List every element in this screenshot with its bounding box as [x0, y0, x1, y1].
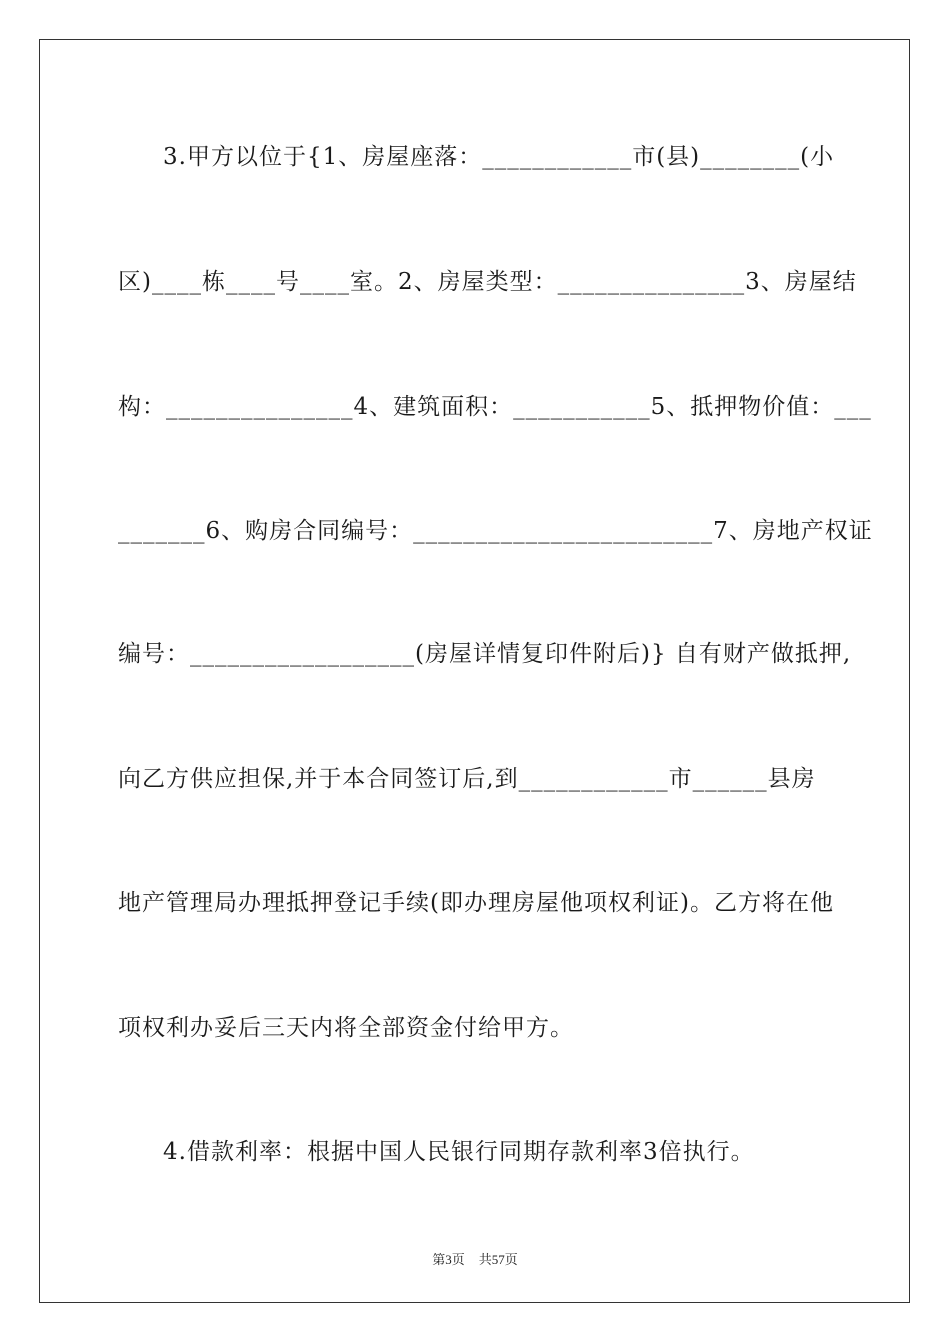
paragraph-3-line-5: 编号：__________________(房屋详情复印件附后)} 自有财产做抵押,: [118, 641, 852, 667]
paragraph-4-line-1: 4.借款利率：根据中国人民银行同期存款利率3倍执行。: [163, 1139, 755, 1165]
page-total: 共57页: [478, 1252, 518, 1267]
paragraph-3-line-7: 地产管理局办理抵押登记手续(即办理房屋他项权利证)。乙方将在他: [118, 890, 834, 916]
page-border: [39, 39, 910, 1303]
page-number: 第3页: [432, 1252, 465, 1267]
page-footer: [0, 1249, 950, 1268]
paragraph-3-line-2: 区)____栋____号____室。2、房屋类型：_______________3、房屋结: [118, 269, 857, 295]
paragraph-3-line-6: 向乙方供应担保,并于本合同签订后,到____________市______县房: [118, 766, 816, 792]
paragraph-3-line-3: 构：_______________4、建筑面积：___________5、抵押物价值：___: [118, 394, 872, 420]
paragraph-3-line-8: 项权利办妥后三天内将全部资金付给甲方。: [118, 1015, 574, 1041]
paragraph-3-line-1: 3.甲方以位于{1、房屋座落：____________市(县)________(小: [163, 144, 835, 170]
paragraph-3-line-4: _______6、购房合同编号：________________________7、房地产权证: [118, 518, 873, 544]
